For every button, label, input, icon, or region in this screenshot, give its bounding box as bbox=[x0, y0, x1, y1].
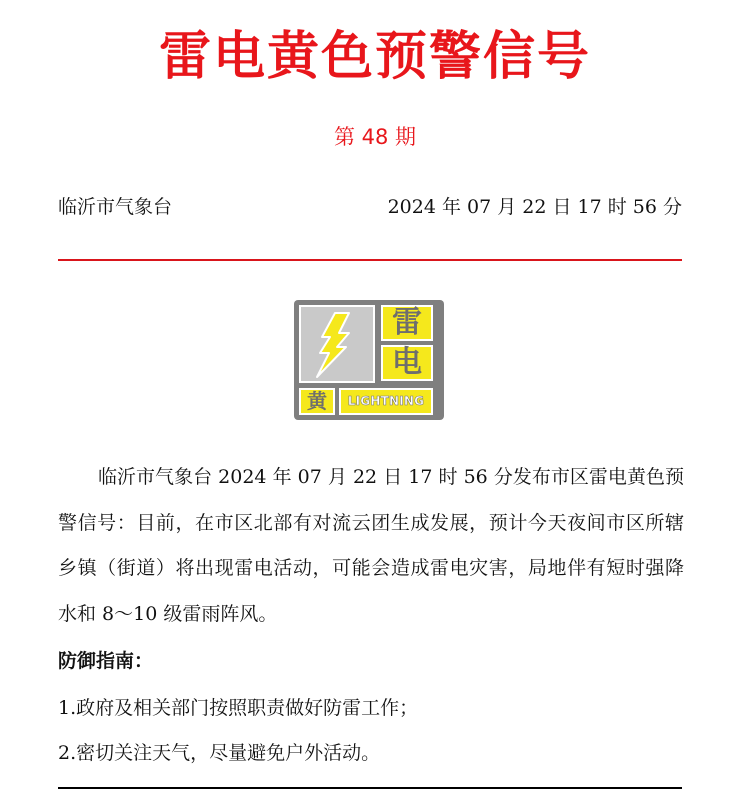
page-title: 雷电黄色预警信号 bbox=[158, 27, 591, 87]
signal-char-lei: 雷 bbox=[381, 305, 433, 341]
signal-english-label: LIGHTNING bbox=[339, 388, 433, 415]
issue-datetime: 2024 年 07 月 22 日 17 时 56 分 bbox=[387, 196, 682, 218]
lightning-yellow-warning-icon bbox=[294, 300, 444, 420]
signal-level-yellow: 黄 bbox=[299, 388, 335, 415]
issuing-agency: 临沂市气象台 bbox=[58, 196, 173, 218]
lightning-bolt-icon bbox=[299, 305, 375, 383]
defense-guide-item: 2.密切关注天气，尽量避免户外活动。 bbox=[58, 742, 381, 764]
bottom-divider bbox=[58, 787, 682, 789]
defense-guide-title: 防御指南： bbox=[58, 650, 154, 672]
meta-row bbox=[58, 191, 682, 223]
defense-guide-item: 1.政府及相关部门按照职责做好防雷工作； bbox=[58, 697, 419, 719]
issue-number: 第 48 期 bbox=[333, 125, 417, 149]
warning-paragraph: 临沂市气象台 2024 年 07 月 22 日 17 时 56 分发布市区雷电黄色预警信号：目前，在市区北部有对流云团生成发展，预计今天夜间市区所辖乡镇（街道）将出现雷电活动，可能会造成雷电灾害，局地伴有短时强降水和 8～10 级雷雨阵风。 bbox=[58, 466, 684, 625]
signal-char-dian: 电 bbox=[381, 345, 433, 381]
red-divider bbox=[58, 259, 682, 261]
